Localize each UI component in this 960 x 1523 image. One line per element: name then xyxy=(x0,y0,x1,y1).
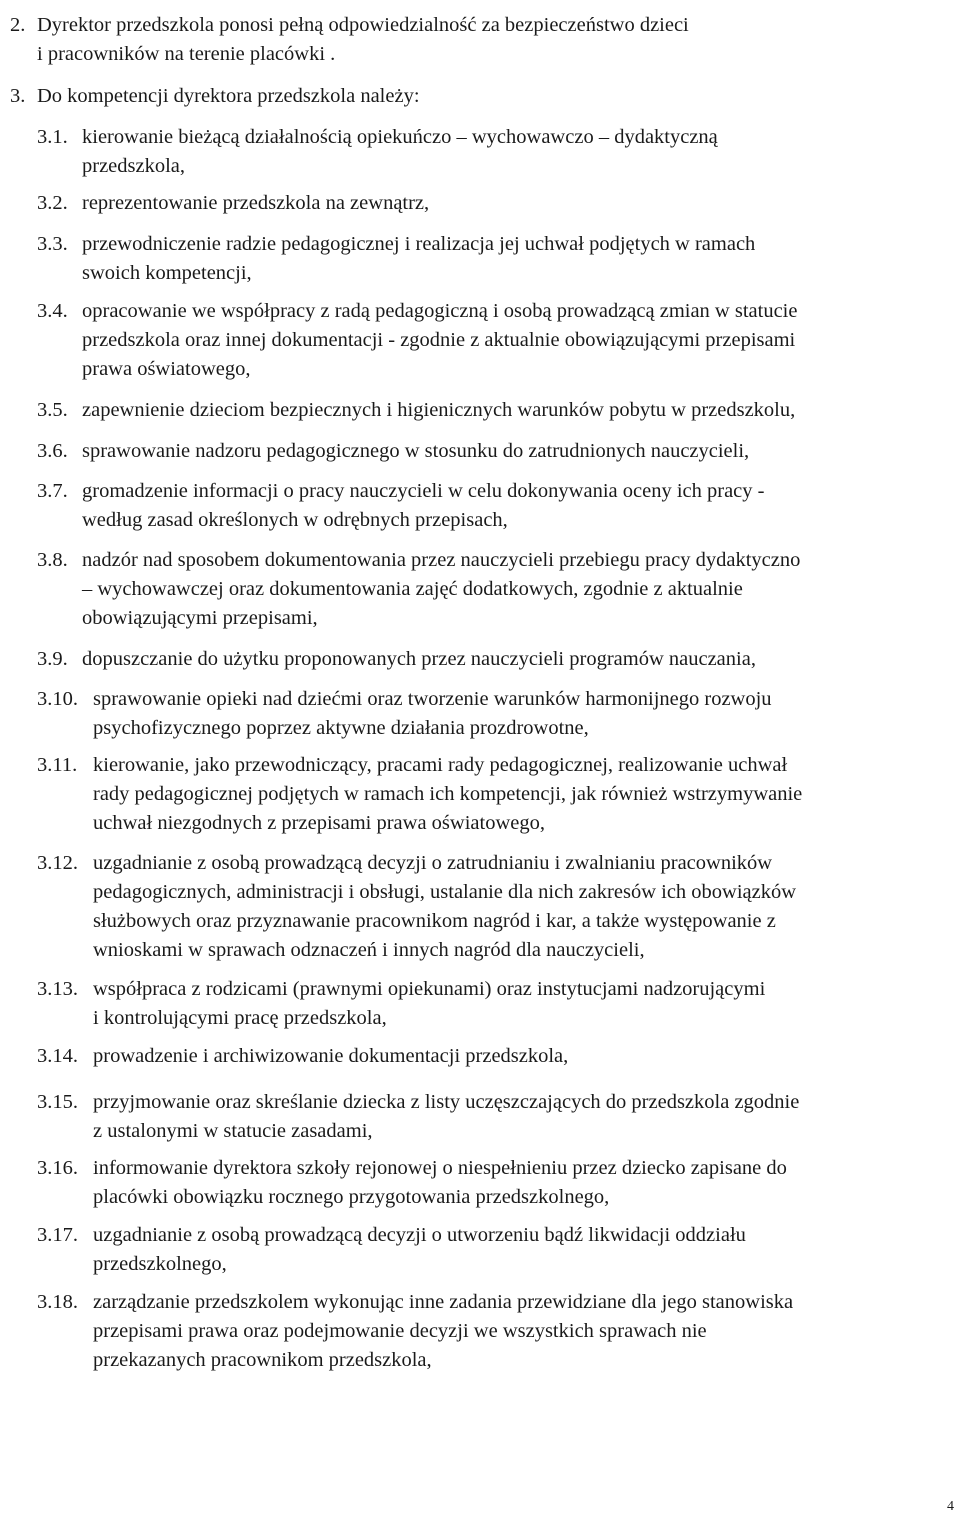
item-number: 3. xyxy=(10,85,26,107)
item-text-line: i kontrolującymi pracę przedszkola, xyxy=(93,1007,387,1029)
item-number: 3.2. xyxy=(37,192,68,214)
item-number: 3.11. xyxy=(37,754,78,776)
item-number: 3.1. xyxy=(37,126,68,148)
item-number: 3.5. xyxy=(37,399,68,421)
item-text-line: ‒ wychowawczej oraz dokumentowania zajęć dodatkowych, zgodnie z aktualnie xyxy=(82,578,743,600)
item-number: 3.8. xyxy=(37,549,68,571)
item-text-line: służbowych oraz przyznawanie pracownikom nagród i kar, a także występowanie z xyxy=(93,910,776,932)
item-number: 3.6. xyxy=(37,440,68,462)
item-text-line: prowadzenie i archiwizowanie dokumentacji przedszkola, xyxy=(93,1045,569,1067)
item-text-line: uchwał niezgodnych z przepisami prawa oświatowego, xyxy=(93,812,545,834)
item-text-line: sprawowanie nadzoru pedagogicznego w stosunku do zatrudnionych nauczycieli, xyxy=(82,440,750,462)
item-number: 3.7. xyxy=(37,480,68,502)
item-text-line: kierowanie, jako przewodniczący, pracami rady pedagogicznej, realizowanie uchwał xyxy=(93,754,788,776)
item-text-line: nadzór nad sposobem dokumentowania przez nauczycieli przebiegu pracy dydaktyczno xyxy=(82,549,801,571)
item-text-line: zarządzanie przedszkolem wykonując inne zadania przewidziane dla jego stanowiska xyxy=(93,1291,794,1313)
item-number: 3.3. xyxy=(37,233,68,255)
item-text-line: przewodniczenie radzie pedagogicznej i realizacja jej uchwał podjętych w ramach xyxy=(82,233,756,255)
item-number: 3.16. xyxy=(37,1157,78,1179)
item-text-line: kierowanie bieżącą działalnością opiekuńczo ‒ wychowawczo ‒ dydaktyczną xyxy=(82,126,718,148)
item-text-line: psychofizycznego poprzez aktywne działania prozdrowotne, xyxy=(93,717,589,739)
item-text-line: z ustalonymi w statucie zasadami, xyxy=(93,1120,373,1142)
item-text-line: zapewnienie dzieciom bezpiecznych i higienicznych warunków pobytu w przedszkolu, xyxy=(82,399,796,421)
item-number: 2. xyxy=(10,14,26,36)
item-text-line: i pracowników na terenie placówki . xyxy=(37,43,336,65)
item-text-line: placówki obowiązku rocznego przygotowania przedszkolnego, xyxy=(93,1186,610,1208)
item-text-line: informowanie dyrektora szkoły rejonowej o niespełnieniu przez dziecko zapisane do xyxy=(93,1157,787,1179)
item-text-line: współpraca z rodzicami (prawnymi opiekunami) oraz instytucjami nadzorującymi xyxy=(93,978,766,1000)
item-text-line: uzgadnianie z osobą prowadzącą decyzji o utworzeniu bądź likwidacji oddziału xyxy=(93,1224,746,1246)
item-text-line: sprawowanie opieki nad dziećmi oraz tworzenie warunków harmonijnego rozwoju xyxy=(93,688,772,710)
item-number: 3.12. xyxy=(37,852,78,874)
item-text-line: prawa oświatowego, xyxy=(82,358,251,380)
item-number: 3.14. xyxy=(37,1045,78,1067)
item-text-line: obowiązującymi przepisami, xyxy=(82,607,318,629)
item-number: 3.15. xyxy=(37,1091,78,1113)
item-text-line: uzgadnianie z osobą prowadzącą decyzji o zatrudnianiu i zwalnianiu pracowników xyxy=(93,852,773,874)
item-text-line: przedszkolnego, xyxy=(93,1253,227,1275)
item-text-line: według zasad określonych w odrębnych przepisach, xyxy=(82,509,508,531)
item-text-line: rady pedagogicznej podjętych w ramach ich kompetencji, jak również wstrzymywanie xyxy=(93,783,803,805)
item-number: 3.10. xyxy=(37,688,78,710)
item-text-line: przedszkola oraz innej dokumentacji - zgodnie z aktualnie obowiązującymi przepisami xyxy=(82,329,796,351)
item-number: 3.9. xyxy=(37,648,68,670)
item-text-line: reprezentowanie przedszkola na zewnątrz, xyxy=(82,192,430,214)
item-text-line: swoich kompetencji, xyxy=(82,262,252,284)
item-number: 3.17. xyxy=(37,1224,78,1246)
item-text-line: pedagogicznych, administracji i obsługi, ustalanie dla nich zakresów ich obowiązków xyxy=(93,881,797,903)
item-number: 3.18. xyxy=(37,1291,78,1313)
item-text-line: opracowanie we współpracy z radą pedagogiczną i osobą prowadzącą zmian w statucie xyxy=(82,300,798,322)
item-text-line: Do kompetencji dyrektora przedszkola należy: xyxy=(37,85,420,107)
page-number: 4 xyxy=(947,1499,954,1514)
item-text-line: gromadzenie informacji o pracy nauczycieli w celu dokonywania oceny ich pracy - xyxy=(82,480,765,502)
item-text-line: przyjmowanie oraz skreślanie dziecka z listy uczęszczających do przedszkola zgodnie xyxy=(93,1091,800,1113)
item-number: 3.4. xyxy=(37,300,68,322)
item-text-line: przepisami prawa oraz podejmowanie decyzji we wszystkich sprawach nie xyxy=(93,1320,707,1342)
item-text-line: Dyrektor przedszkola ponosi pełną odpowiedzialność za bezpieczeństwo dzieci xyxy=(37,14,689,36)
item-text-line: wnioskami w sprawach odznaczeń i innych nagród dla nauczycieli, xyxy=(93,939,645,961)
item-number: 3.13. xyxy=(37,978,78,1000)
item-text-line: przedszkola, xyxy=(82,155,186,177)
item-text-line: dopuszczanie do użytku proponowanych przez nauczycieli programów nauczania, xyxy=(82,648,756,670)
item-text-line: przekazanych pracownikom przedszkola, xyxy=(93,1349,432,1371)
